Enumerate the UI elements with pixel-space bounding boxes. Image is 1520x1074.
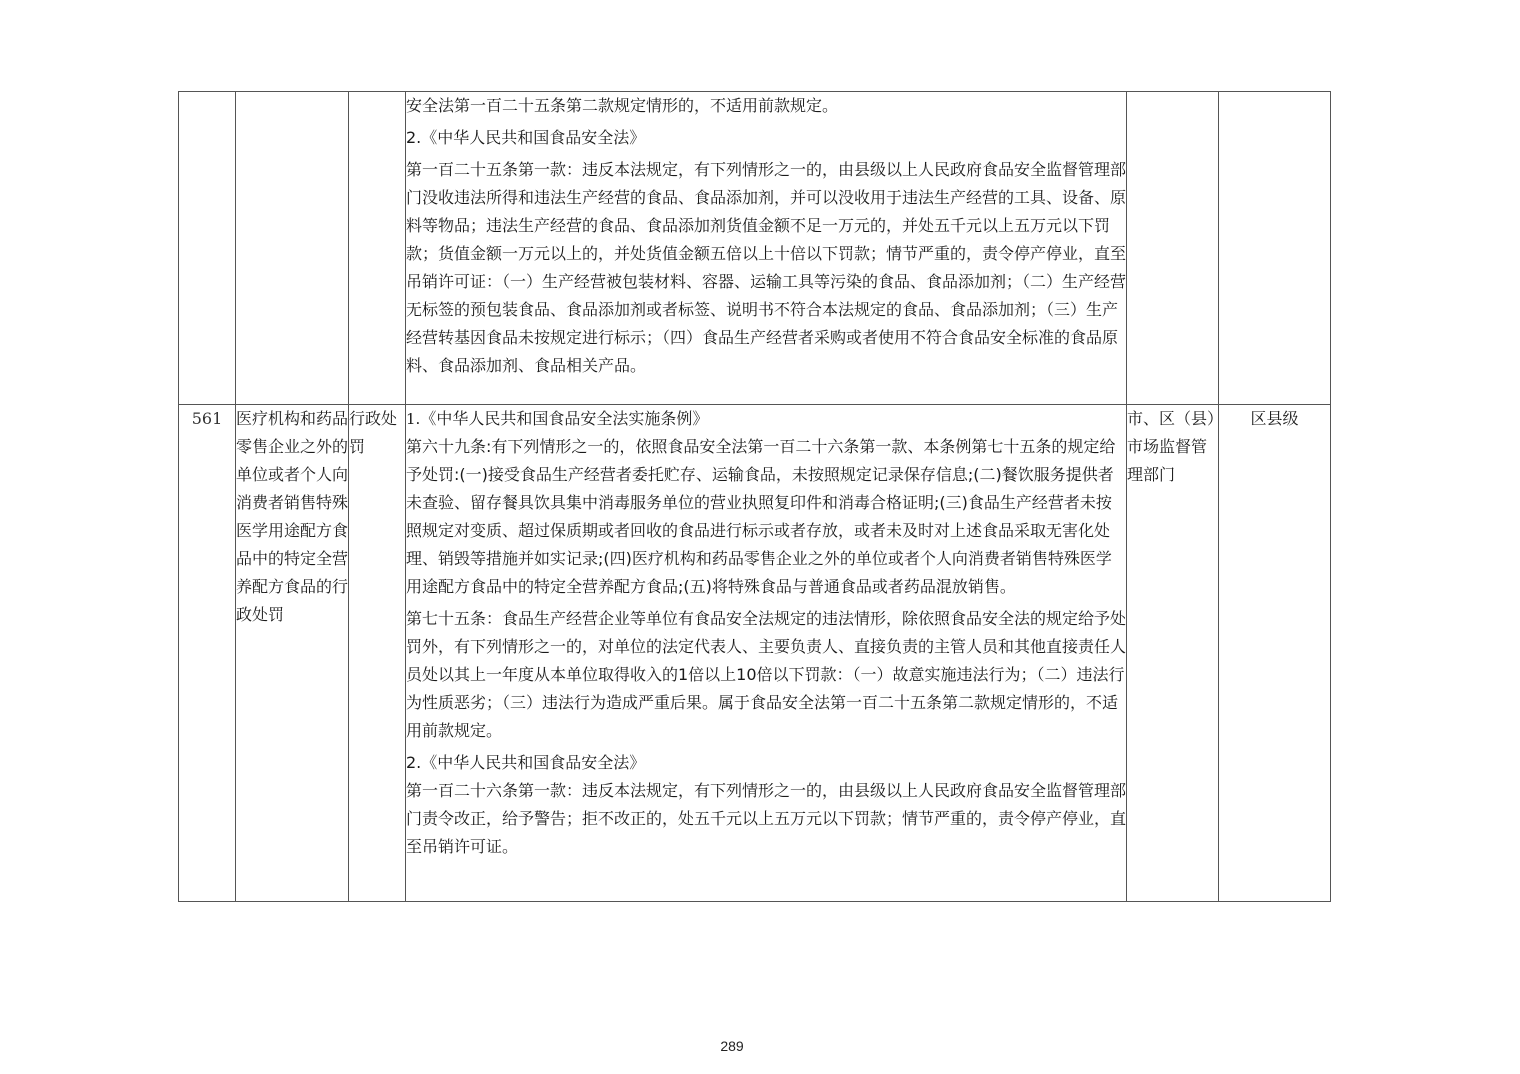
table-row-continuation: [179, 92, 1331, 405]
cell-penalty-type: 行政处罚: [349, 405, 406, 902]
cell-item: [236, 92, 349, 405]
enforcement-table: [178, 91, 1331, 902]
basis-paragraph: 第一百二十六条第一款：违反本法规定，有下列情形之一的，由县级以上人民政府食品安全监督管理部门责令改正，给予警告；拒不改正的，处五千元以上五万元以下罚款；情节严重的，责令停产停业，直至吊销许可证。: [406, 781, 1127, 856]
cell-level: [1219, 92, 1331, 405]
cell-number: [179, 92, 236, 405]
basis-paragraph: 第七十五条：食品生产经营企业等单位有食品安全法规定的违法情形，除依照食品安全法的规定给予处罚外，有下列情形之一的，对单位的法定代表人、主要负责人、直接负责的主管人员和其他直接责任人员处以其上一年度从本单位取得收入的1倍以上10倍以下罚款：（一）故意实施违法行为；（二）违法行为性质恶劣；（三）违法行为造成严重后果。属于食品安全法第一百二十五条第二款规定情形的，不适用前款规定。: [406, 609, 1127, 740]
cell-item: 医疗机构和药品零售企业之外的单位或者个人向消费者销售特殊医学用途配方食品中的特定全营养配方食品的行政处罚: [236, 405, 349, 902]
basis-law-title-number: 1.: [406, 410, 421, 428]
cell-legal-basis: [406, 405, 1127, 902]
cell-legal-basis: [406, 92, 1127, 405]
basis-paragraph: 安全法第一百二十五条第二款规定情形的，不适用前款规定。: [406, 96, 839, 115]
cell-penalty-type: [349, 92, 406, 405]
cell-number: 561: [179, 405, 236, 902]
page-number: 289: [720, 1038, 744, 1054]
basis-paragraph: 第六十九条:有下列情形之一的，依照食品安全法第一百二十六条第一款、本条例第七十五条的规定给予处罚:(一)接受食品生产经营者委托贮存、运输食品，未按照规定记录保存信息;(二)餐饮服务提供者未查验、留存餐具饮具集中消毒服务单位的营业执照复印件和消毒合格证明;(三)食品生产经营者未按照规定对变质、超过保质期或者回收的食品进行标示或者存放，或者未及时对上述食品采取无害化处理、销毁等措施并如实记录;(四)医疗机构和药品零售企业之外的单位或者个人向消费者销售特殊医学用途配方食品中的特定全营养配方食品;(五)将特殊食品与普通食品或者药品混放销售。: [406, 437, 1116, 596]
table-row-561: [179, 405, 1331, 902]
basis-paragraph: 第一百二十五条第一款：违反本法规定，有下列情形之一的，由县级以上人民政府食品安全监督管理部门没收违法所得和违法生产经营的食品、食品添加剂，并可以没收用于违法生产经营的工具、设备、原料等物品；违法生产经营的食品、食品添加剂货值金额不足一万元的，并处五千元以上五万元以下罚款；货值金额一万元以上的，并处货值金额五倍以上十倍以下罚款；情节严重的，责令停产停业，直至吊销许可证：（一）生产经营被包装材料、容器、运输工具等污染的食品、食品添加剂；（二）生产经营无标签的预包装食品、食品添加剂或者标签、说明书不符合本法规定的食品、食品添加剂；（三）生产经营转基因食品未按规定进行标示；（四）食品生产经营者采购或者使用不符合食品安全标准的食品原料、食品添加剂、食品相关产品。: [406, 160, 1127, 375]
basis-law-title: 2.《中华人民共和国食品安全法》: [406, 753, 646, 772]
cell-level: 区县级: [1219, 405, 1331, 902]
cell-department: 市、区（县）市场监督管理部门: [1127, 405, 1219, 902]
basis-law-title: 2.《中华人民共和国食品安全法》: [406, 128, 646, 147]
basis-law-title-text: 《中华人民共和国食品安全法实施条例》: [420, 409, 709, 428]
cell-department: [1127, 92, 1219, 405]
basis-law-title: [406, 405, 1126, 433]
